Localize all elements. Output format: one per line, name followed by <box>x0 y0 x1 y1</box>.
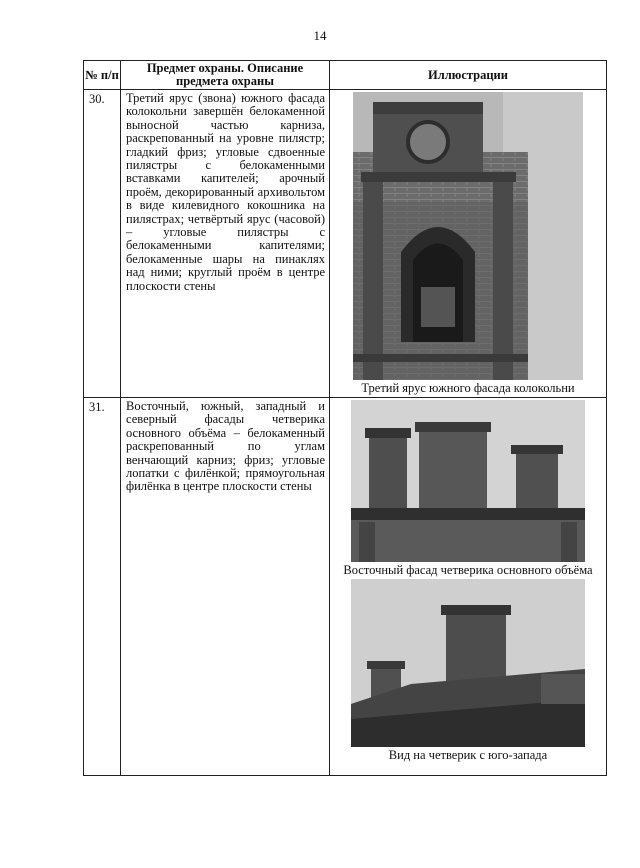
row-description: Восточный, южный, западный и северный фасады четверика основного объёма – белокаменный раскрепованный по углам венчающий карниз; фриз; угловые лопатки с филёнкой; прямоугольная филёнка в центре плоскости стены <box>121 398 330 776</box>
row-description: Третий ярус (звона) южного фасада колокольни завершён белокаменной выносной частью карниза, раскрепованный на уровне пилястр; гладкий фриз; угловые сдвоенные пилястры с белокаменными вставками капителей; арочный проём, декорированный архивольтом в виде килевидного кокошника на пилястрах; четвёртый ярус (часовой) – угловые пилястры с белокаменными капителями; белокаменные шары на пинаклях над ними; круглый проём в центре плоскости стены <box>121 90 330 398</box>
page-number: 14 <box>313 28 327 43</box>
illustration-cell <box>330 90 607 398</box>
table-header-row <box>84 61 607 90</box>
bell-tower-photo <box>353 92 583 380</box>
east-facade-photo <box>351 400 585 562</box>
table-row <box>84 398 607 776</box>
photo-caption: Вид на четверик с юго-запада <box>388 748 548 762</box>
row-number: 30. <box>84 90 121 398</box>
protection-table <box>83 60 607 776</box>
illustration-cell <box>330 398 607 776</box>
row-number: 31. <box>84 398 121 776</box>
southwest-view-photo <box>351 579 585 747</box>
photo-caption: Третий ярус южного фасада колокольни <box>361 381 575 395</box>
photo-caption: Восточный фасад четверика основного объёма <box>343 563 593 577</box>
header-num: № п/п <box>84 61 121 90</box>
header-illustrations: Иллюстрации <box>330 61 607 90</box>
table-row <box>84 90 607 398</box>
header-subject: Предмет охраны. Описание предмета охраны <box>121 61 330 90</box>
